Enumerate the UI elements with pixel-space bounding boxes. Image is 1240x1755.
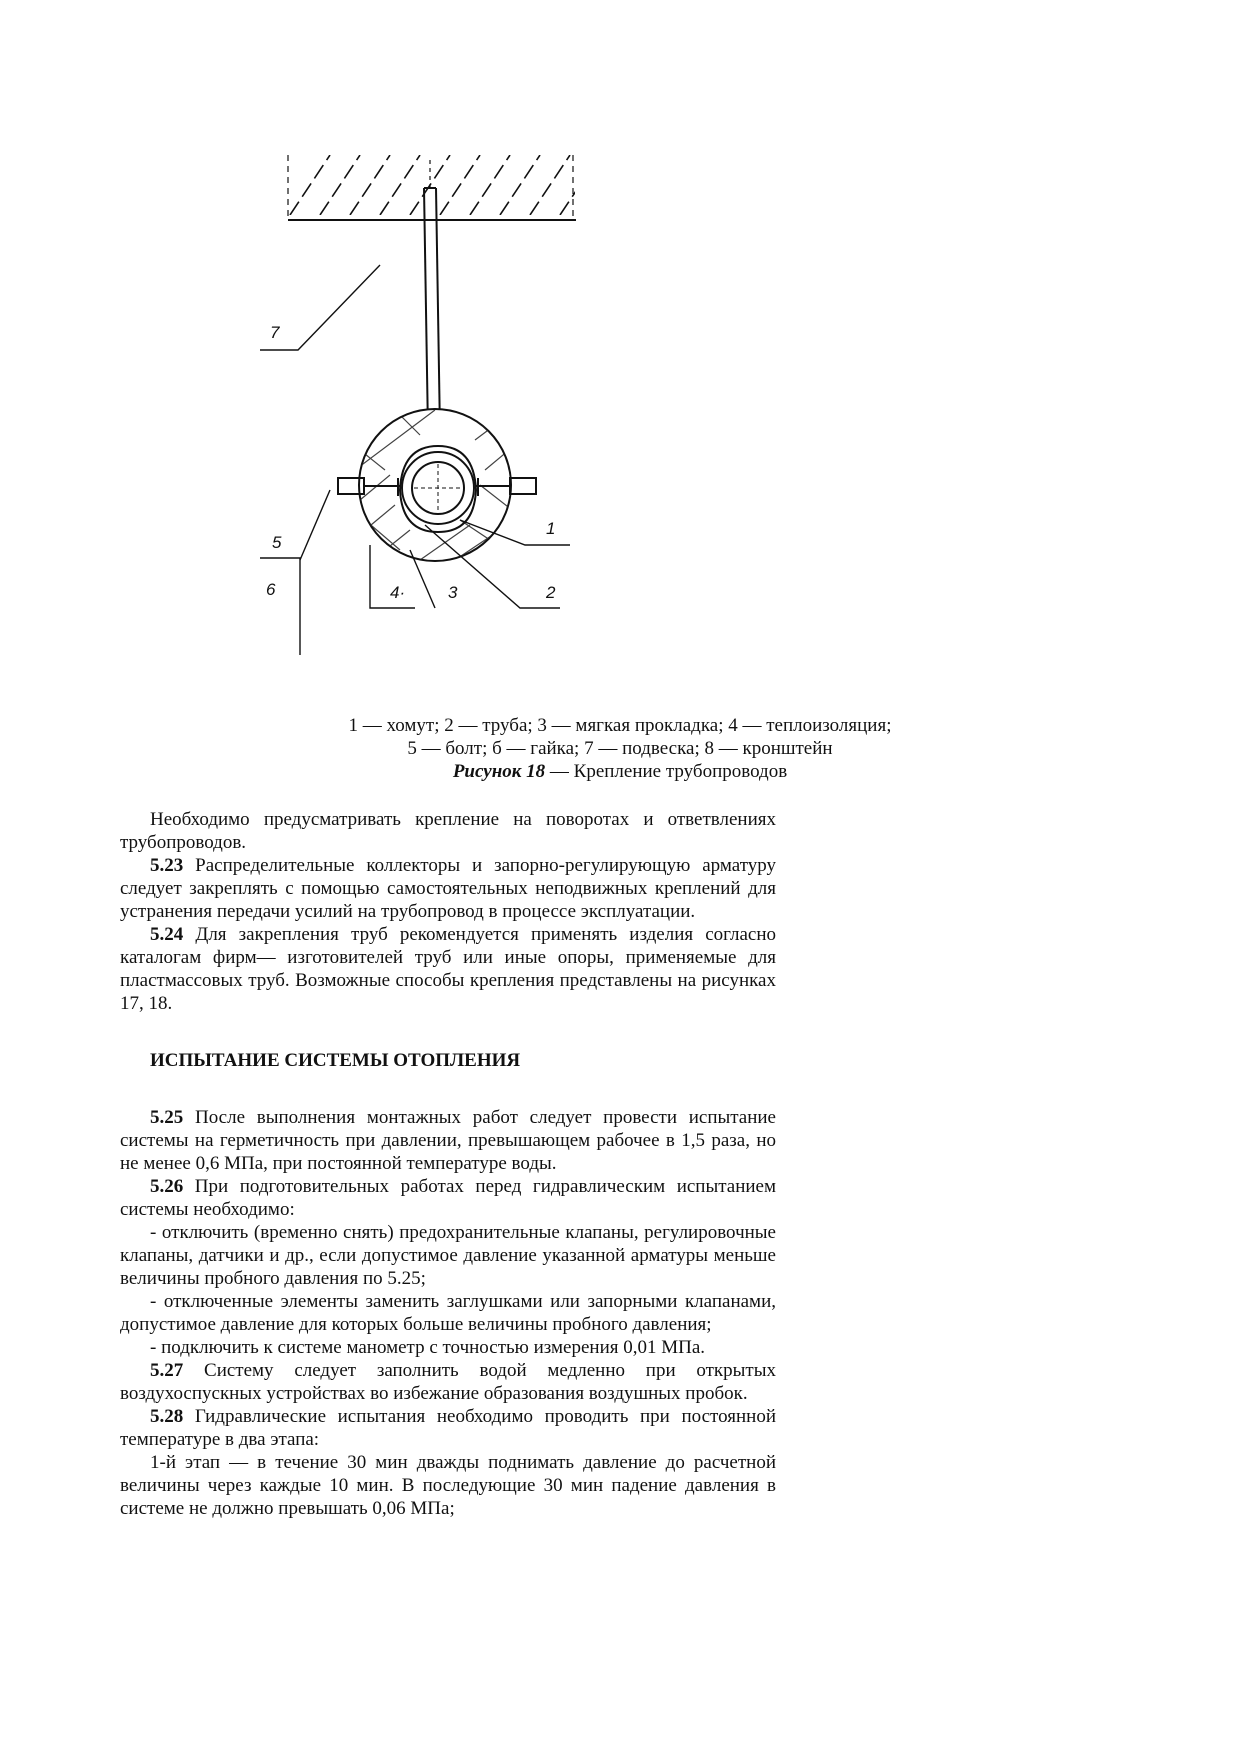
- label-7: 7: [270, 323, 280, 342]
- figure-legend-line-2: 5 — болт; б — гайка; 7 — подвеска; 8 — кронштейн: [407, 738, 833, 759]
- paragraph-5-24: [120, 923, 776, 1015]
- ceiling-hatch: [290, 155, 600, 215]
- paragraph-5-25: [120, 1106, 776, 1175]
- body-text: [120, 808, 776, 1520]
- paragraph-5-26: [120, 1175, 776, 1221]
- figure-legend-line-1: 1 — хомут; 2 — труба; 3 — мягкая прокладка; 4 — теплоизоляция;: [348, 715, 892, 736]
- label-6: 6: [266, 580, 276, 599]
- label-2: 2: [546, 583, 556, 602]
- paragraph-stage-1: 1-й этап — в течение 30 мин дважды поднимать давление до расчетной величины через каждые 10 мин. В последующие 30 мин падение давления в системе не должно превышать 0,06 МПа;: [120, 1452, 776, 1519]
- list-item: - подключить к системе манометр с точностью измерения 0,01 МПа.: [150, 1337, 706, 1358]
- figure-title: — Крепление трубопроводов: [545, 761, 788, 782]
- clause-number: 5.23: [150, 855, 184, 876]
- clause-text: Систему следует заполнить водой медленно при открытых воздухоспускных устройствах во избежание образования воздушных пробок.: [120, 1360, 776, 1404]
- label-1: 1: [546, 519, 556, 538]
- clause-text: Гидравлические испытания необходимо проводить при постоянной температуре в два этапа:: [120, 1406, 776, 1450]
- label-3: 3: [448, 583, 458, 602]
- list-item: - отключенные элементы заменить заглушками или запорными клапанами, допустимое давление для которых больше величины пробного давления;: [120, 1291, 776, 1335]
- clause-text: Распределительные коллекторы и запорно-регулирующую арматуру следует закреплять с помощью самостоятельных неподвижных креплений для устранения передачи усилий на трубопровод в процессе эксплуатации.: [120, 855, 776, 922]
- paragraph-5-27: [120, 1359, 776, 1405]
- label-4: 4·: [390, 583, 406, 602]
- clause-number: 5.24: [150, 924, 184, 945]
- clause-number: 5.27: [150, 1360, 184, 1381]
- section-heading: ИСПЫТАНИЕ СИСТЕМЫ ОТОПЛЕНИЯ: [150, 1050, 521, 1071]
- figure-caption: [120, 760, 1120, 783]
- clause-number: 5.26: [150, 1176, 184, 1197]
- pipe-fastening-figure: [260, 140, 660, 700]
- hanger-rod: [424, 160, 440, 432]
- paragraph-5-23: [120, 854, 776, 923]
- clause-text: При подготовительных работах перед гидравлическим испытанием системы необходимо:: [120, 1176, 776, 1220]
- clause-number: 5.28: [150, 1406, 184, 1427]
- paragraph-5-28: [120, 1405, 776, 1451]
- clause-number: 5.25: [150, 1107, 184, 1128]
- list-item: - отключить (временно снять) предохранительные клапаны, регулировочные клапаны, датчики и др., если допустимое давление указанной арматуры меньше величины пробного давления по 5.25;: [120, 1222, 776, 1289]
- clause-text: Для закрепления труб рекомендуется применять изделия согласно каталогам фирм— изготовителей труб или иные опоры, применяемые для пластмассовых труб. Возможные способы крепления представлены на рисунках 17, 18.: [120, 924, 776, 1014]
- label-5: 5: [272, 533, 282, 552]
- paragraph-intro: Необходимо предусматривать крепление на поворотах и ответвлениях трубопроводов.: [120, 809, 776, 853]
- clause-text: После выполнения монтажных работ следует провести испытание системы на герметичность при давлении, превышающем рабочее в 1,5 раза, но не менее 0,6 МПа, при постоянной температуре воды.: [120, 1107, 776, 1174]
- figure-number: Рисунок 18: [452, 761, 546, 782]
